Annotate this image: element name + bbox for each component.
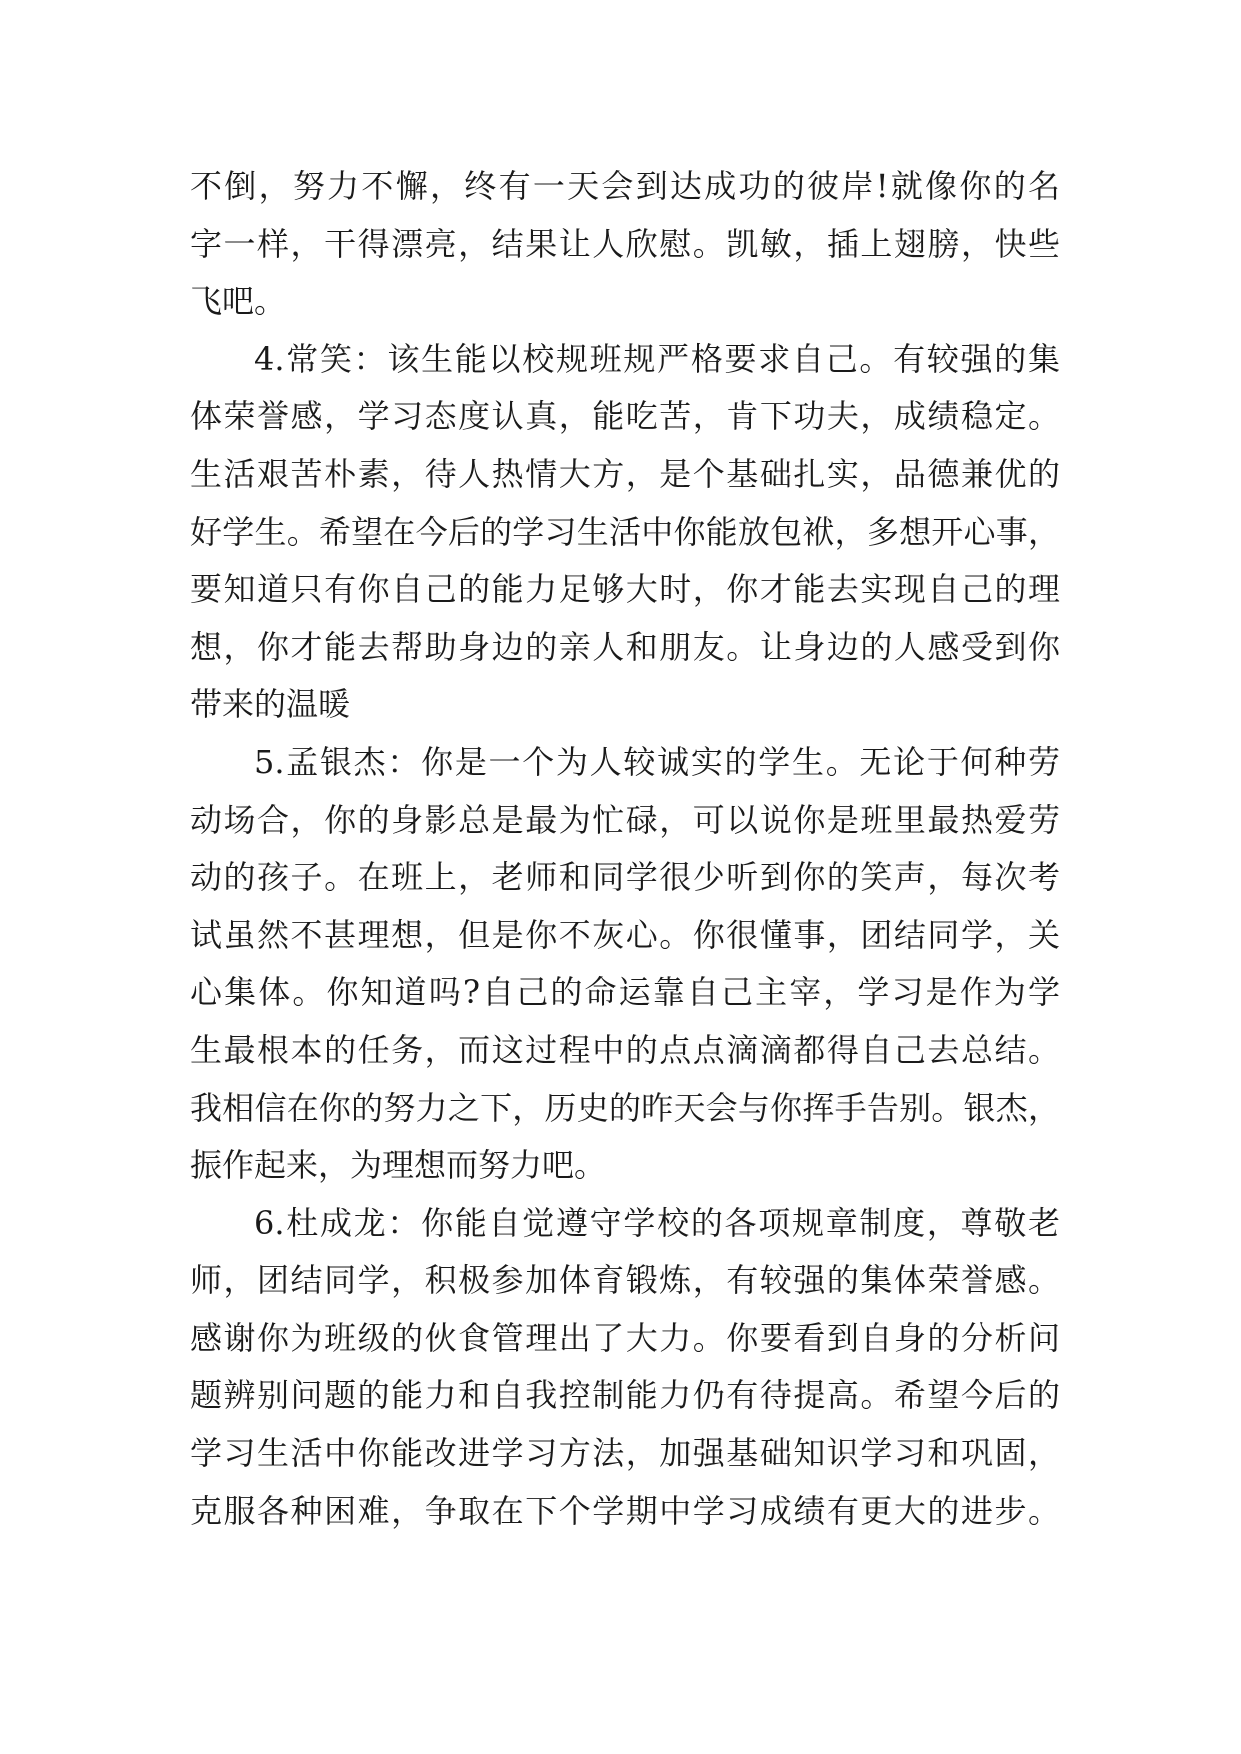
text-line: 学习生活中你能改进学习方法，加强基础知识学习和巩固，: [190, 1434, 1060, 1473]
text-line: 不倒，努力不懈，终有一天会到达成功的彼岸!就像你的名: [190, 167, 1060, 205]
text-line: 生活艰苦朴素，待人热情大方，是个基础扎实，品德兼优的: [190, 454, 1060, 493]
text-line: 心集体。你知道吗?自己的命运靠自己主宰，学习是作为学: [190, 973, 1060, 1012]
text-line: 好学生。希望在今后的学习生活中你能放包袱，多想开心事，: [190, 512, 1060, 551]
text-line: 克服各种困难，争取在下个学期中学习成绩有更大的进步。: [190, 1491, 1060, 1530]
text-line: 师，团结同学，积极参加体育锻炼，有较强的集体荣誉感。: [190, 1261, 1060, 1300]
text-line: 带来的温暖: [190, 685, 351, 724]
text-line: 题辨别问题的能力和自我控制能力仍有待提高。希望今后的: [190, 1376, 1060, 1415]
document-body: [190, 158, 1060, 1540]
text-line: 想，你才能去帮助身边的亲人和朋友。让身边的人感受到你: [190, 627, 1060, 666]
text-line: 动场合，你的身影总是最为忙碌，可以说你是班里最热爱劳: [190, 800, 1060, 839]
text-line: 要知道只有你自己的能力足够大时，你才能去实现自己的理: [190, 570, 1060, 609]
text-line: 6.杜成龙：你能自觉遵守学校的各项规章制度，尊敬老: [254, 1203, 1060, 1242]
text-line: 振作起来，为理想而努力吧。: [190, 1146, 607, 1185]
text-line: 体荣誉感，学习态度认真，能吃苦，肯下功夫，成绩稳定。: [190, 397, 1060, 436]
text-line: 飞吧。: [190, 282, 287, 321]
text-line: 4.常笑：该生能以校规班规严格要求自己。有较强的集: [254, 339, 1060, 378]
text-line: 试虽然不甚理想，但是你不灰心。你很懂事，团结同学，关: [190, 915, 1060, 954]
text-line: 5.孟银杰：你是一个为人较诚实的学生。无论于何种劳: [254, 742, 1060, 781]
text-line: 感谢你为班级的伙食管理出了大力。你要看到自身的分析问: [190, 1318, 1060, 1357]
text-line: 字一样，干得漂亮，结果让人欣慰。凯敏，插上翅膀，快些: [190, 224, 1060, 263]
text-line: 动的孩子。在班上，老师和同学很少听到你的笑声，每次考: [190, 858, 1060, 897]
text-line: 我相信在你的努力之下，历史的昨天会与你挥手告别。银杰，: [190, 1088, 1060, 1127]
text-line: 生最根本的任务，而这过程中的点点滴滴都得自己去总结。: [190, 1030, 1060, 1069]
